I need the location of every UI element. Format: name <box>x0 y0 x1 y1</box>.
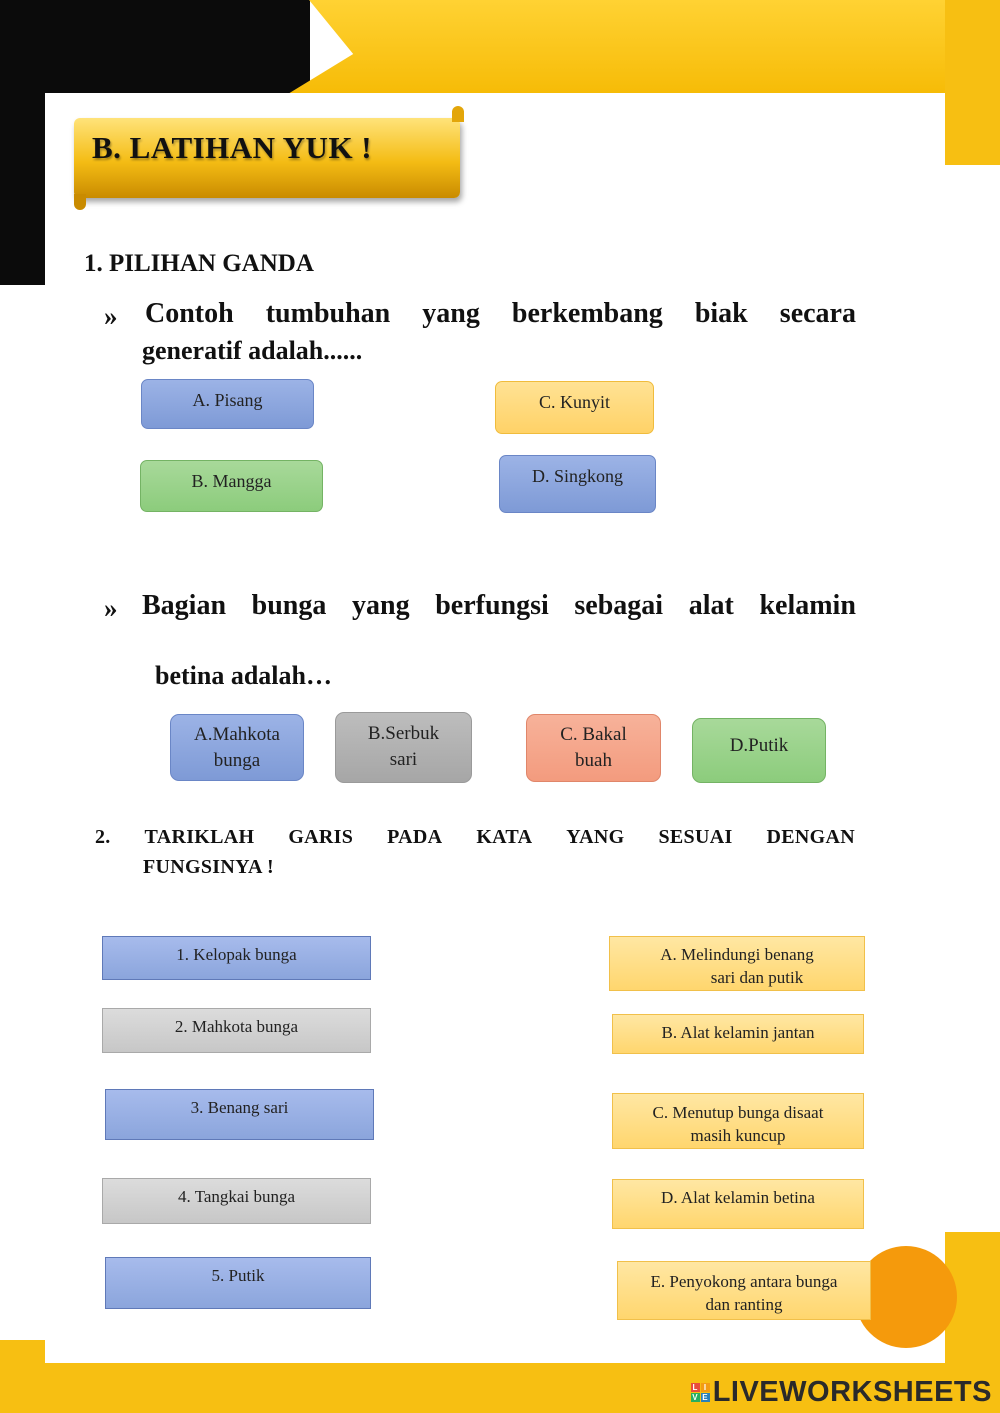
q1-option-d[interactable]: D. Singkong <box>499 455 656 513</box>
section2-word: SESUAI <box>658 826 733 848</box>
live-badge-letter: I <box>701 1383 710 1392</box>
q1-word: Contoh <box>145 298 234 329</box>
bullet-icon: » <box>104 301 118 331</box>
q1-word: secara <box>779 298 856 329</box>
section2-word: KATA <box>476 826 533 848</box>
section2-word: TARIKLAH <box>144 826 255 848</box>
q1-option-b[interactable]: B. Mangga <box>140 460 323 512</box>
match-right-item-a[interactable] <box>609 936 865 991</box>
match-right-e-line1: E. Penyokong antara bunga <box>650 1272 838 1292</box>
match-left-item-2[interactable]: 2. Mahkota bunga <box>102 1008 371 1053</box>
q2-option-a[interactable] <box>170 714 304 781</box>
q2-word: sebagai <box>574 590 664 621</box>
q2-option-a-line1: A.Mahkota <box>193 723 280 745</box>
page-title: B. LATIHAN YUK ! <box>92 130 373 165</box>
q1-line1 <box>145 298 856 330</box>
match-right-c-line1: C. Menutup bunga disaat <box>652 1102 824 1122</box>
q2-word: bunga <box>251 590 327 621</box>
q2-option-b-line2: sari <box>389 748 418 770</box>
q2-option-b[interactable] <box>335 712 472 783</box>
section2-word: PADA <box>387 826 443 848</box>
q1-word: berkembang <box>511 298 663 329</box>
section2-word: YANG <box>566 826 625 848</box>
section2-word: GARIS <box>288 826 354 848</box>
section1-heading: 1. PILIHAN GANDA <box>84 250 314 277</box>
live-badge-letter: E <box>702 1393 709 1402</box>
bullet-icon: » <box>104 593 118 623</box>
q2-word: kelamin <box>759 590 856 621</box>
match-right-item-e[interactable] <box>617 1261 871 1320</box>
match-right-c-line2: masih kuncup <box>690 1125 786 1145</box>
q2-option-c[interactable] <box>526 714 661 782</box>
match-right-a-line1: A. Melindungi benang <box>660 945 814 965</box>
section2-heading-line2: FUNGSINYA ! <box>143 856 274 878</box>
section2-heading-line1 <box>95 826 855 849</box>
q1-word: yang <box>422 298 480 329</box>
q2-option-c-line1: C. Bakal <box>560 724 627 746</box>
live-badge-letter: L <box>692 1383 698 1392</box>
section2-word: 2. <box>95 826 111 848</box>
q1-line2: generatif adalah...... <box>142 336 363 365</box>
live-logo-icon <box>691 1383 710 1402</box>
match-right-item-d[interactable]: D. Alat kelamin betina <box>612 1179 864 1229</box>
q1-option-c[interactable]: C. Kunyit <box>495 381 654 434</box>
q2-option-b-line1: B.Serbuk <box>367 723 440 744</box>
q2-word: Bagian <box>142 590 227 621</box>
live-badge-letter: V <box>692 1393 699 1402</box>
q2-option-c-line2: buah <box>575 750 612 771</box>
q1-word: biak <box>694 298 748 329</box>
match-right-item-b[interactable]: B. Alat kelamin jantan <box>612 1014 864 1054</box>
frame-yellow-top-banner <box>265 0 1000 108</box>
liveworksheets-watermark <box>691 1376 992 1409</box>
q1-option-a[interactable]: A. Pisang <box>141 379 314 429</box>
q1-word: tumbuhan <box>265 298 391 329</box>
q2-option-a-line2: bunga <box>213 749 261 771</box>
match-left-item-5[interactable]: 5. Putik <box>105 1257 371 1309</box>
q2-word: yang <box>352 590 410 621</box>
q2-word: alat <box>688 590 734 621</box>
match-left-item-3[interactable]: 3. Benang sari <box>105 1089 374 1140</box>
q2-line1 <box>142 590 856 622</box>
match-right-item-c[interactable] <box>612 1093 864 1149</box>
match-left-item-1[interactable]: 1. Kelopak bunga <box>102 936 371 980</box>
section2-word: DENGAN <box>766 826 855 848</box>
match-left-item-4[interactable]: 4. Tangkai bunga <box>102 1178 371 1224</box>
match-right-e-line2: dan ranting <box>705 1295 783 1314</box>
watermark-text: LIVEWORKSHEETS <box>712 1376 992 1408</box>
frame-yellow-right-strip <box>945 0 1000 165</box>
q2-option-d[interactable]: D.Putik <box>692 718 826 783</box>
q2-word: berfungsi <box>435 590 549 621</box>
match-right-a-line2: sari dan putik <box>710 968 804 987</box>
q2-line2: betina adalah… <box>155 661 332 690</box>
